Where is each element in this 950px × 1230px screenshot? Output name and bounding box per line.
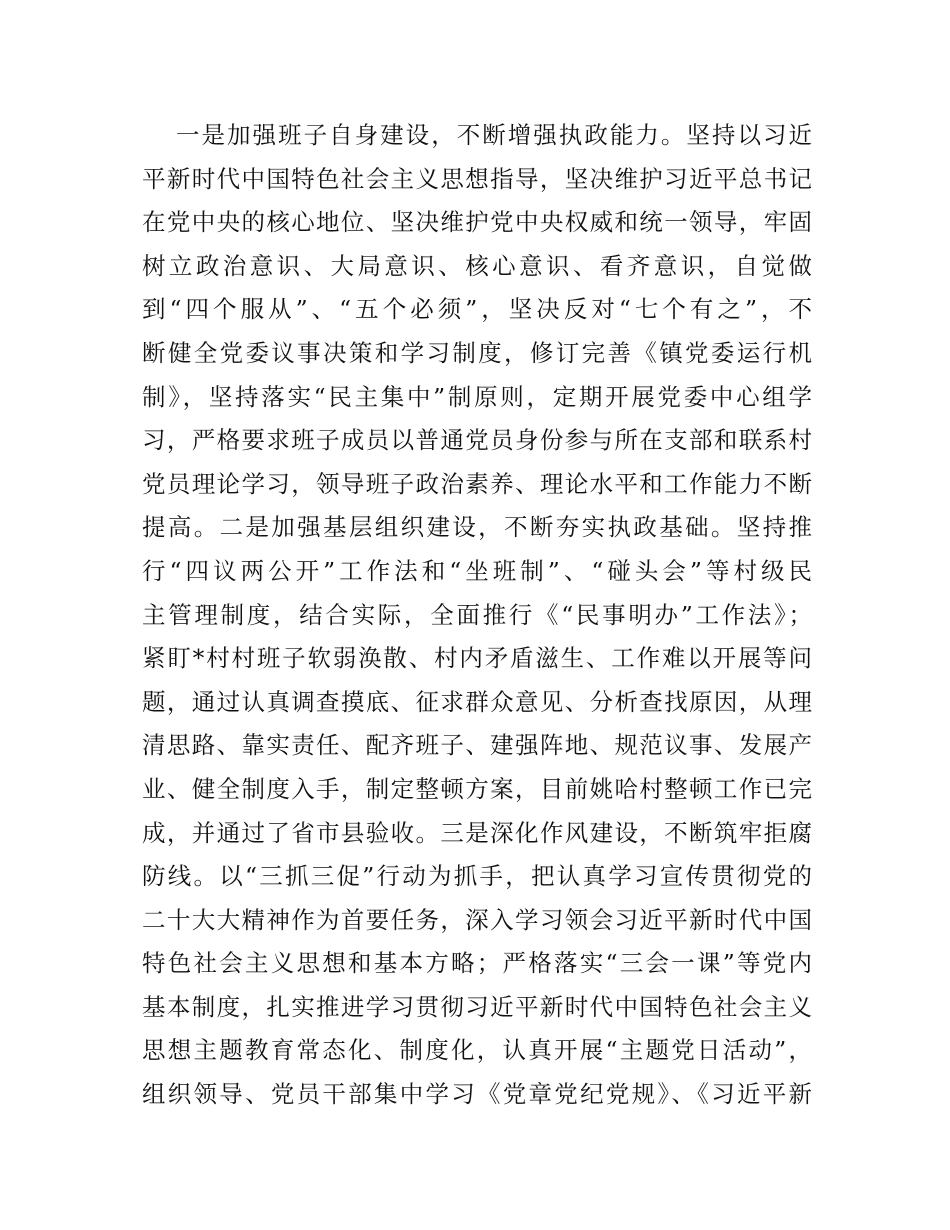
text-line: 到“四个服从”、“五个必须”，坚决反对“七个有之”，不 <box>142 295 812 324</box>
text-line: 基本制度，扎实推进学习贯彻习近平新时代中国特色社会主义 <box>142 992 812 1021</box>
text-line: 平新时代中国特色社会主义思想指导，坚决维护习近平总书记 <box>142 164 812 193</box>
text-line: 清思路、靠实责任、配齐班子、建强阵地、规范议事、发展产 <box>142 731 812 760</box>
text-line: 业、健全制度入手，制定整顿方案，目前姚哈村整顿工作已完 <box>142 774 812 803</box>
text-line: 题，通过认真调查摸底、征求群众意见、分析查找原因，从理 <box>142 687 812 716</box>
text-line: 思想主题教育常态化、制度化，认真开展“主题党日活动”， <box>142 1036 812 1065</box>
text-line: 断健全党委议事决策和学习制度，修订完善《镇党委运行机 <box>142 338 812 367</box>
text-line: 防线。以“三抓三促”行动为抓手，把认真学习宣传贯彻党的 <box>142 862 812 891</box>
body-paragraph <box>142 114 812 1117</box>
text-line: 在党中央的核心地位、坚决维护党中央权威和统一领导，牢固 <box>142 208 812 237</box>
text-line: 二十大大精神作为首要任务，深入学习领会习近平新时代中国 <box>142 905 812 934</box>
text-line: 特色社会主义思想和基本方略；严格落实“三会一课”等党内 <box>142 949 812 978</box>
text-line: 紧盯*村村班子软弱涣散、村内矛盾滋生、工作难以开展等问 <box>142 644 812 673</box>
text-line: 树立政治意识、大局意识、核心意识、看齐意识，自觉做 <box>142 251 812 280</box>
text-line: 组织领导、党员干部集中学习《党章党纪党规》、《习近平新 <box>142 1080 812 1109</box>
text-line: 成，并通过了省市县验收。三是深化作风建设，不断筑牢拒腐 <box>142 818 812 847</box>
text-line: 习，严格要求班子成员以普通党员身份参与所在支部和联系村 <box>142 426 812 455</box>
text-line: 行“四议两公开”工作法和“坐班制”、“碰头会”等村级民 <box>142 556 812 585</box>
text-line: 党员理论学习，领导班子政治素养、理论水平和工作能力不断 <box>142 469 812 498</box>
text-line: 提高。二是加强基层组织建设，不断夯实执政基础。坚持推 <box>142 513 812 542</box>
text-line: 主管理制度，结合实际，全面推行《“民事明办”工作法》； <box>142 600 812 629</box>
text-line: 制》，坚持落实“民主集中”制原则，定期开展党委中心组学 <box>142 382 812 411</box>
text-line: 一是加强班子自身建设，不断增强执政能力。坚持以习近 <box>176 121 812 149</box>
